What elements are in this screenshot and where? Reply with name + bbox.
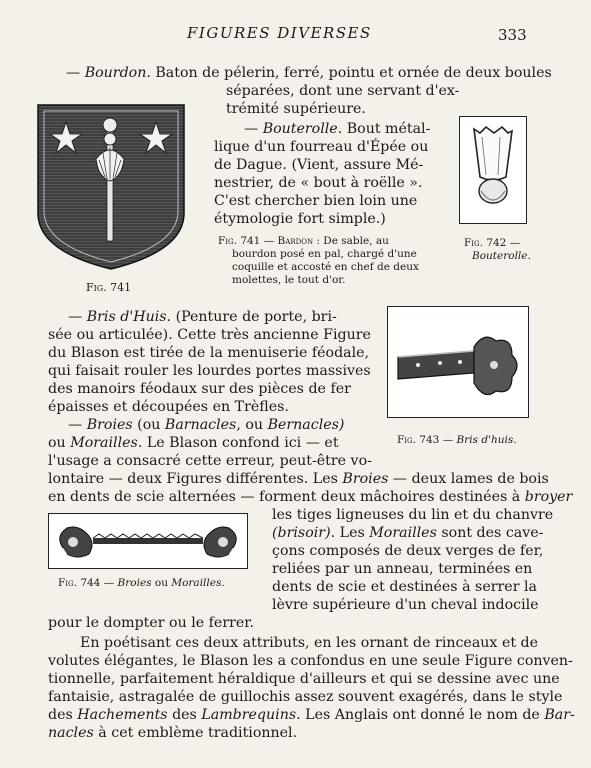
bris-line-6: épaisses et découpées en Trèfles. bbox=[48, 399, 289, 415]
fig-741-label: Fig. 741 bbox=[86, 281, 132, 294]
broies-line-8: çons composés de deux verges de fer, bbox=[272, 543, 544, 559]
fig-742-caption: Fig. 742 — bbox=[464, 237, 521, 249]
broies-line-6: les tiges ligneuses du lin et du chanvre bbox=[272, 507, 554, 523]
broies-line-1: — Broies (ou Barnacles, ou Bernacles) bbox=[68, 417, 345, 433]
fig-742-bouterolle-image bbox=[459, 116, 527, 224]
broies-line-7: (brisoir). Les Morailles sont des cave- bbox=[272, 525, 544, 541]
fig-741-caption-line-1: Fig. 741 — Bardon : De sable, au bbox=[218, 235, 389, 247]
fig-743-caption: Fig. 743 — Bris d'huis. bbox=[397, 434, 517, 446]
fig-742-caption-name: Bouterolle. bbox=[472, 250, 531, 262]
fig-741-caption-line-4: molettes, le tout d'or. bbox=[232, 274, 346, 286]
bouterolle-line-5: C'est chercher bien loin une bbox=[214, 193, 418, 209]
page-number: 333 bbox=[498, 26, 527, 44]
fig-744-broies-image bbox=[48, 513, 248, 569]
fig-741-shield-image bbox=[36, 103, 186, 271]
running-header: FIGURES DIVERSES bbox=[187, 24, 372, 42]
final-line-2: volutes élégantes, le Blason les a confondus en une seule Figure conven- bbox=[48, 653, 573, 669]
bouterolle-line-4: nestrier, de « bout à roëlle ». bbox=[214, 175, 423, 191]
broies-line-2: ou Morailles. Le Blason confond ici — et bbox=[48, 435, 339, 451]
final-line-4: fantaisie, astragalée de guillochis assez souvent exagérés, dans le style bbox=[48, 689, 563, 705]
bris-line-4: qui faisait rouler les lourdes portes massives bbox=[48, 363, 371, 379]
fig-744-caption: Fig. 744 — Broies ou Morailles. bbox=[58, 577, 225, 589]
final-line-6: nacles à cet emblème traditionnel. bbox=[48, 725, 298, 741]
bouterolle-line-2: lique d'un fourreau d'Épée ou bbox=[214, 139, 429, 155]
broies-line-12: pour le dompter ou le ferrer. bbox=[48, 615, 255, 631]
fig-743-bris-dhuis-image bbox=[387, 306, 529, 418]
final-line-3: tionnelle, parfaitement héraldique d'ailleurs et qui se dessine avec une bbox=[48, 671, 560, 687]
bouterolle-line-3: de Dague. (Vient, assure Mé- bbox=[214, 157, 424, 173]
broies-line-5: en dents de scie alternées — forment deux mâchoires destinées à broyer bbox=[48, 489, 573, 505]
final-line-1: En poétisant ces deux attributs, en les ornant de rinceaux et de bbox=[80, 635, 539, 651]
broies-line-10: dents de scie et destinées à serrer la bbox=[272, 579, 537, 595]
bourdon-line-1: — Bourdon. Baton de pélerin, ferré, pointu et ornée de deux boules bbox=[66, 65, 552, 81]
bris-line-2: sée ou articulée). Cette très ancienne Figure bbox=[48, 327, 371, 343]
final-line-5: des Hachements des Lambrequins. Les Anglais ont donné le nom de Bar- bbox=[48, 707, 575, 723]
fig-741-caption-line-3: coquille et accosté en chef de deux bbox=[232, 261, 419, 273]
broies-line-4: lontaire — deux Figures différentes. Les Broies — deux lames de bois bbox=[48, 471, 549, 487]
bris-line-5: des manoirs féodaux sur des pièces de fer bbox=[48, 381, 351, 397]
fig-741-caption-line-2: bourdon posé en pal, chargé d'une bbox=[232, 248, 417, 260]
bourdon-line-3: trémité supérieure. bbox=[226, 101, 366, 117]
bouterolle-line-6: étymologie fort simple.) bbox=[214, 211, 386, 227]
broies-line-11: lèvre supérieure d'un cheval indocile bbox=[272, 597, 539, 613]
bourdon-line-2: séparées, dont une servant d'ex- bbox=[226, 83, 460, 99]
broies-line-9: reliées par un anneau, terminées en bbox=[272, 561, 533, 577]
bouterolle-line-1: — Bouterolle. Bout métal- bbox=[244, 121, 431, 137]
broies-line-3: l'usage a consacré cette erreur, peut-être vo- bbox=[48, 453, 372, 469]
bris-line-1: — Bris d'Huis. (Penture de porte, bri- bbox=[68, 309, 337, 325]
bris-line-3: du Blason est tirée de la menuiserie féodale, bbox=[48, 345, 370, 361]
